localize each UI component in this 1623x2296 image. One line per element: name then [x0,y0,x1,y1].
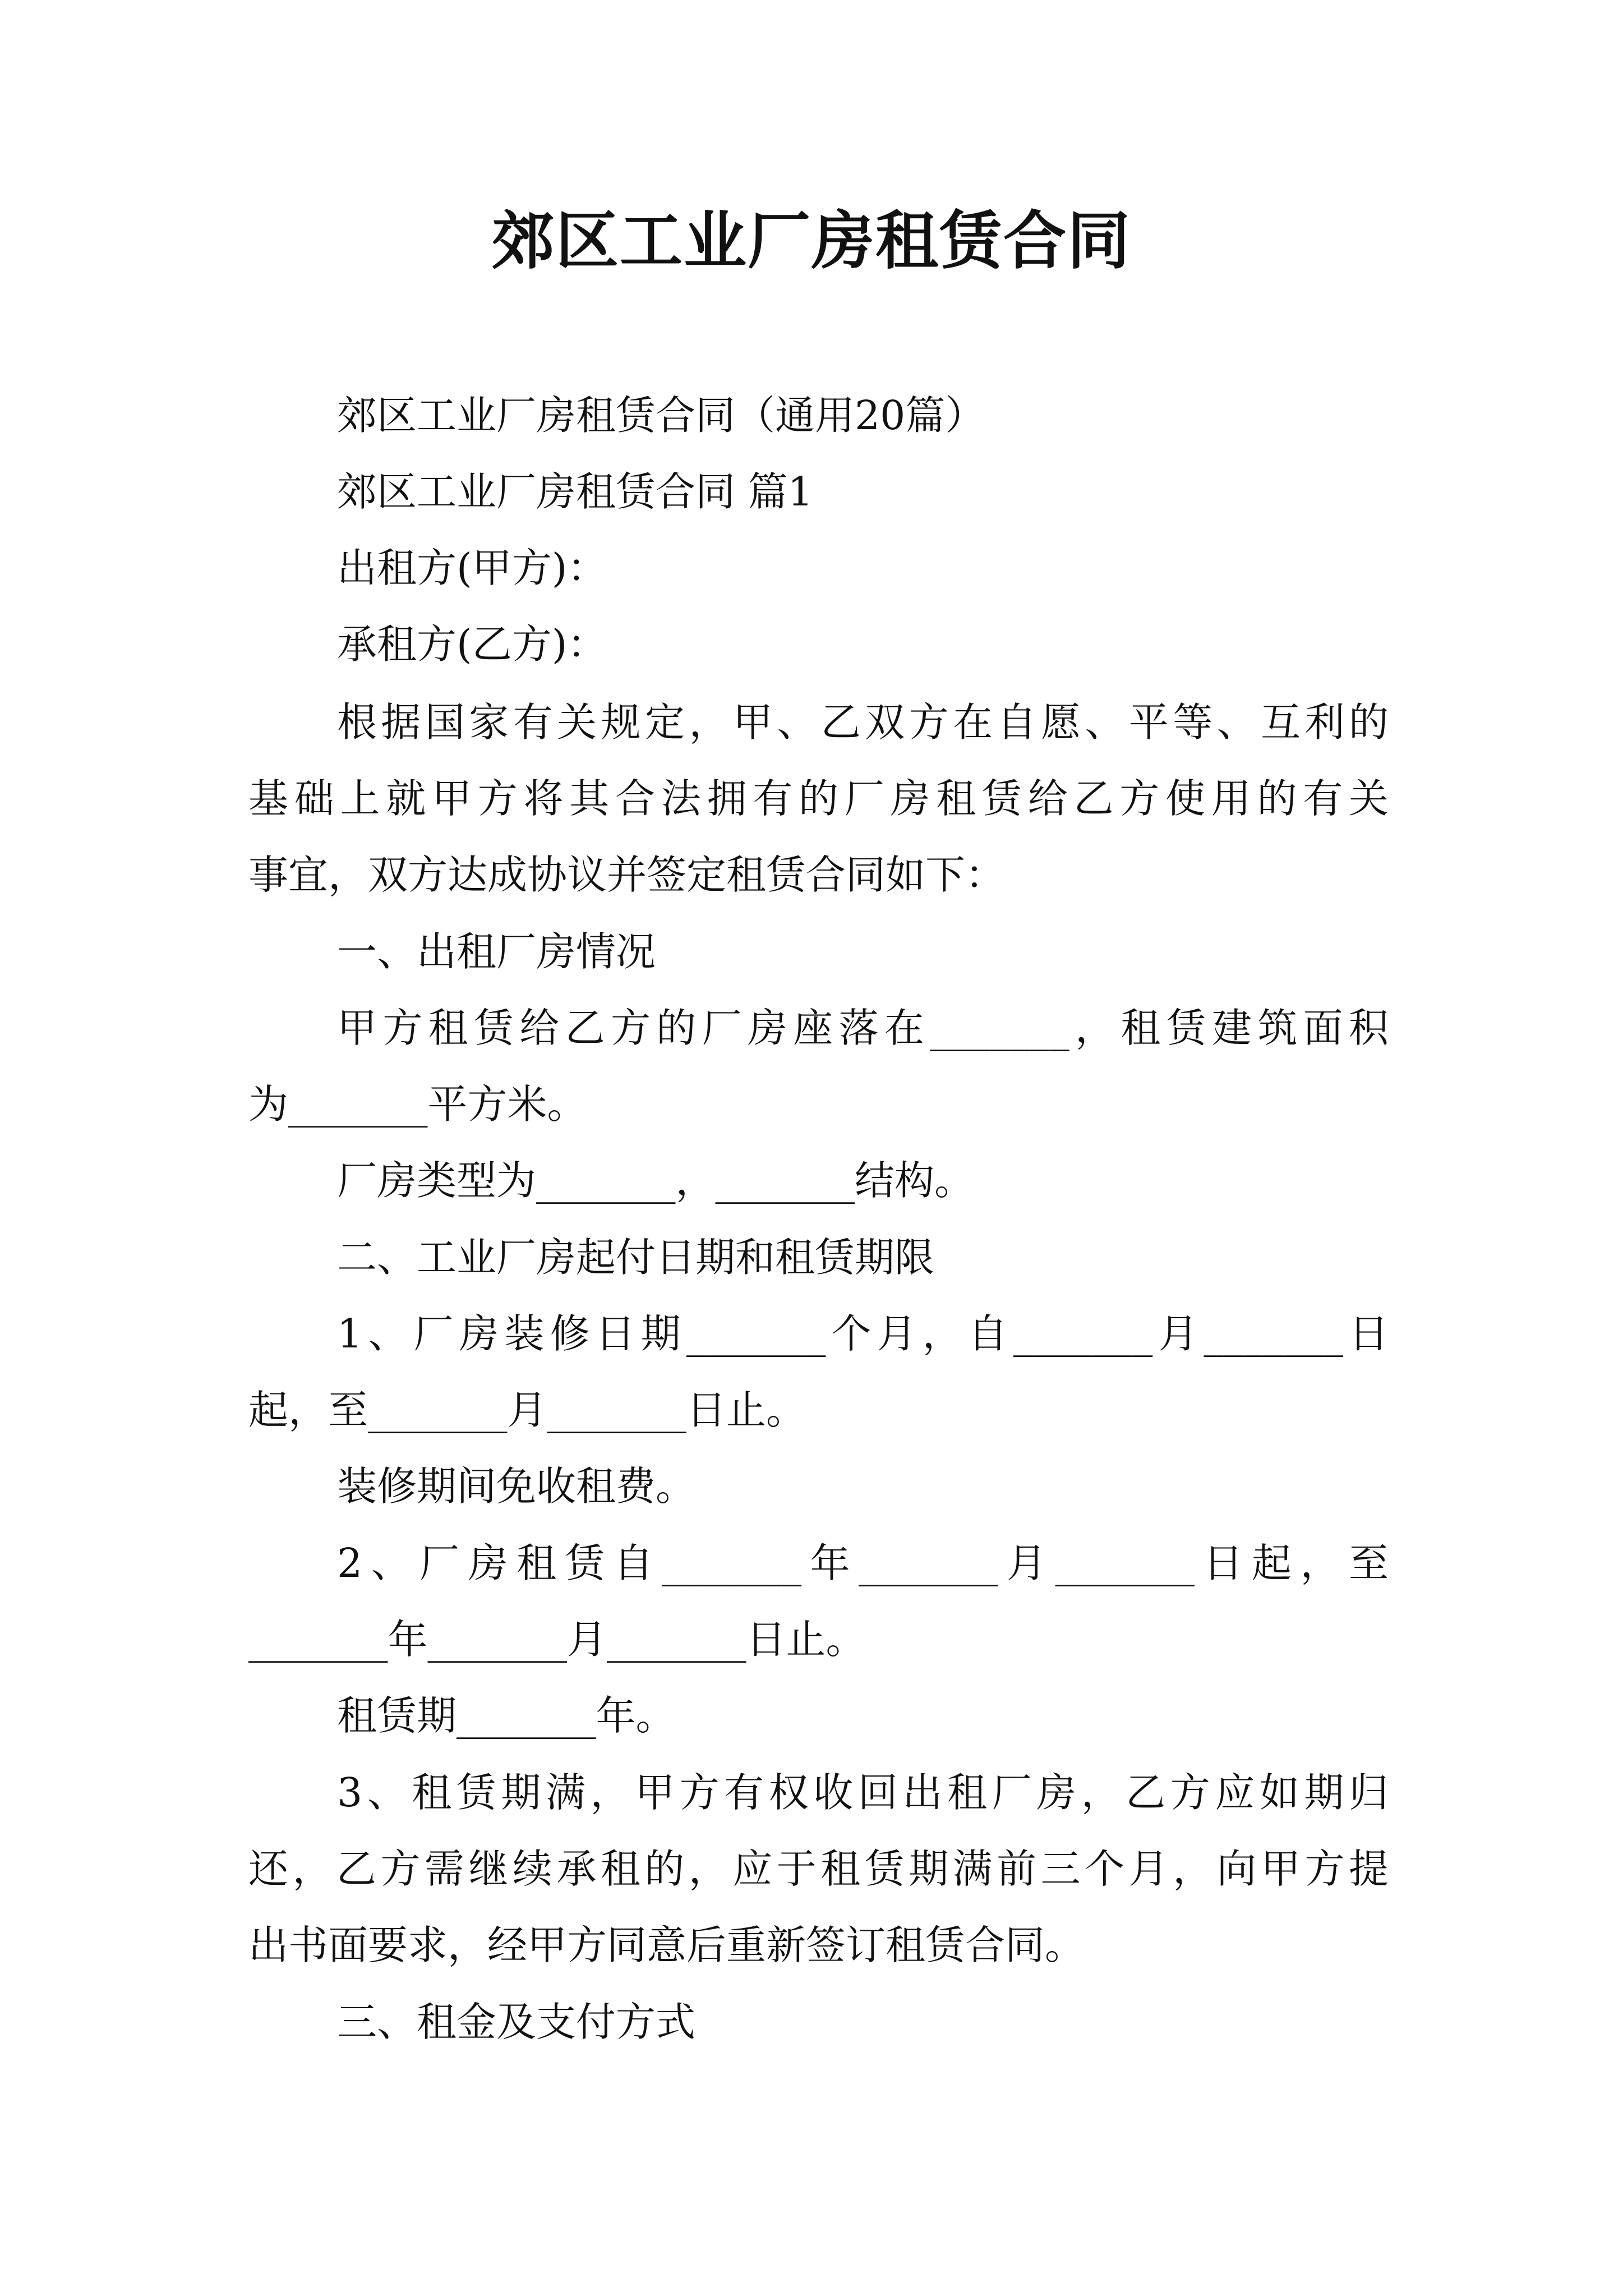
paragraph-line: 2、厂房租赁自_______年_______月_______日起，至 [337,1540,1389,1586]
paragraph-line: 基础上就甲方将其合法拥有的厂房租赁给乙方使用的有关 [248,775,1389,822]
section-heading: 三、租金及支付方式 [337,1999,696,2045]
paragraph-line: 租赁期_______年。 [337,1692,676,1739]
paragraph-line: 根据国家有关规定，甲、乙双方在自愿、平等、互利的 [337,699,1389,746]
paragraph-line: 出书面要求，经甲方同意后重新签订租赁合同。 [248,1922,1085,1968]
paragraph-line: 甲方租赁给乙方的厂房座落在_______，租赁建筑面积 [337,1005,1389,1051]
lessee-line: 承租方(乙方)： [337,621,607,668]
paragraph-line: 为_______平方米。 [248,1081,587,1128]
section-heading: 一、出租厂房情况 [337,928,656,975]
paragraph-line: 事宜，双方达成协议并签定租赁合同如下： [248,852,1006,898]
document-subtitle: 郊区工业厂房租赁合同（通用20篇） [337,392,985,439]
document-title: 郊区工业厂房租赁合同 [492,204,1131,278]
section-heading-part-1: 郊区工业厂房租赁合同 篇1 [337,468,813,515]
paragraph-line: 起，至_______月_______日止。 [248,1387,806,1433]
paragraph-line: 3、租赁期满，甲方有权收回出租厂房，乙方应如期归 [337,1769,1389,1816]
lessor-line: 出租方(甲方)： [337,545,607,591]
paragraph-line: 还，乙方需继续承租的，应于租赁期满前三个月，向甲方提 [248,1846,1389,1892]
paragraph-line: 装修期间免收租费。 [337,1463,696,1510]
paragraph-line: 1、厂房装修日期_______个月，自_______月_______日 [337,1310,1389,1357]
paragraph-line: _______年_______月_______日止。 [248,1616,866,1663]
section-heading: 二、工业厂房起付日期和租赁期限 [337,1234,935,1281]
paragraph-line: 厂房类型为_______，_______结构。 [337,1157,975,1204]
